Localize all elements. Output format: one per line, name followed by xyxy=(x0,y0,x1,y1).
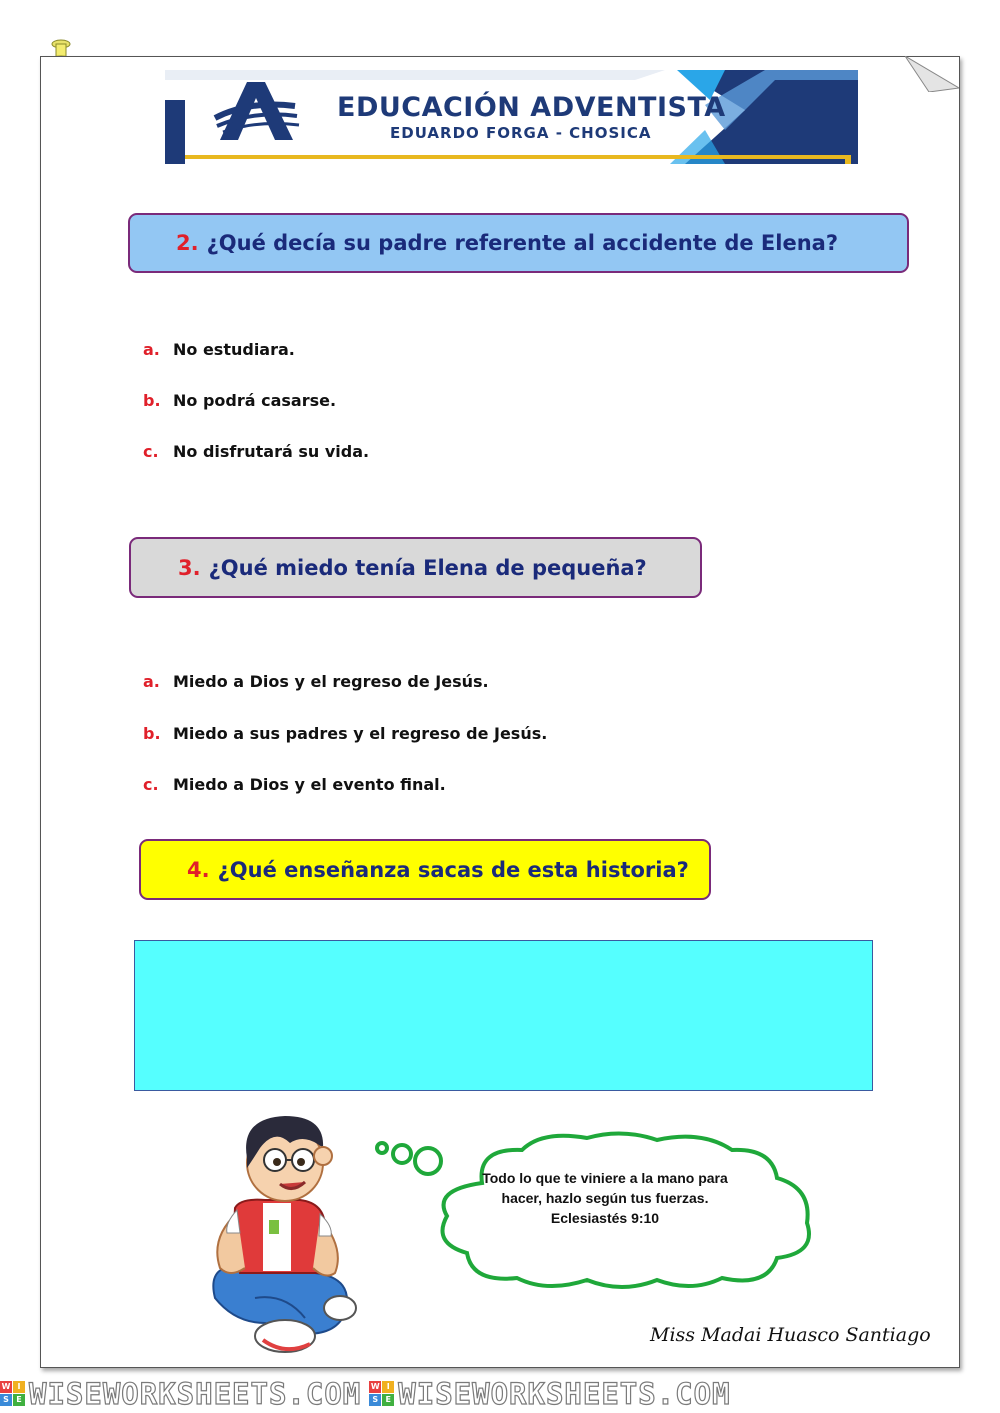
logo-letter: S xyxy=(369,1394,381,1406)
watermark-text: WISEWORKSHEETS.COM xyxy=(398,1376,731,1411)
logo-letter: W xyxy=(1,1382,11,1391)
logo-letter: E xyxy=(382,1394,394,1406)
option-letter: b. xyxy=(143,391,161,410)
boy-illustration xyxy=(195,1108,365,1360)
option-letter: c. xyxy=(143,775,159,794)
question-number: 3. xyxy=(178,555,201,580)
school-branch: EDUARDO FORGA - CHOSICA xyxy=(390,124,652,142)
logo-letter: I xyxy=(382,1381,394,1393)
option-text: No disfrutará su vida. xyxy=(173,442,370,461)
option-item[interactable] xyxy=(143,724,547,743)
footer-watermark xyxy=(0,1374,1000,1413)
option-item[interactable] xyxy=(143,775,446,794)
watermark-group xyxy=(0,1377,361,1411)
page-fold-corner xyxy=(905,56,959,92)
watermark-text: WISEWORKSHEETS.COM xyxy=(29,1376,362,1411)
question-3-box xyxy=(129,537,702,598)
logo-letter: W xyxy=(370,1382,380,1391)
question-text: ¿Qué enseñanza sacas de esta historia? xyxy=(217,857,689,882)
question-2-box xyxy=(128,213,909,273)
question-4-box xyxy=(139,839,711,900)
option-letter: b. xyxy=(143,724,161,743)
school-header-banner xyxy=(165,70,858,164)
logo-letter: I xyxy=(13,1381,25,1393)
option-text: Miedo a Dios y el evento final. xyxy=(173,775,446,794)
bible-quote xyxy=(470,1168,740,1228)
quote-reference: Eclesiastés 9:10 xyxy=(550,1210,660,1226)
question-text: ¿Qué decía su padre referente al accidente de Elena? xyxy=(206,231,838,255)
option-text: Miedo a Dios y el regreso de Jesús. xyxy=(173,672,489,691)
option-text: No podrá casarse. xyxy=(173,391,337,410)
option-item[interactable] xyxy=(143,442,369,461)
option-letter: a. xyxy=(143,340,160,359)
option-text: No estudiara. xyxy=(173,340,295,359)
question-text: ¿Qué miedo tenía Elena de pequeña? xyxy=(208,555,647,580)
author-signature: Miss Madai Huasco Santiago xyxy=(650,1324,931,1346)
adventist-logo-icon xyxy=(215,82,299,140)
logo-letter: E xyxy=(13,1394,25,1406)
option-text: Miedo a sus padres y el regreso de Jesús. xyxy=(173,724,548,743)
question-number: 4. xyxy=(187,857,210,882)
option-item[interactable] xyxy=(143,340,295,359)
question-number: 2. xyxy=(176,231,199,255)
wiseworksheets-logo-icon xyxy=(0,1381,25,1406)
school-name: EDUCACIÓN ADVENTISTA xyxy=(337,92,726,123)
answer-text-area[interactable] xyxy=(134,940,873,1091)
option-item[interactable] xyxy=(143,672,489,691)
quote-text: Todo lo que te viniere a la mano para hacer, hazlo según tus fuerzas. xyxy=(482,1170,728,1206)
option-letter: a. xyxy=(143,672,160,691)
watermark-group xyxy=(369,1377,730,1411)
option-item[interactable] xyxy=(143,391,336,410)
option-letter: c. xyxy=(143,442,159,461)
wiseworksheets-logo-icon xyxy=(369,1381,394,1406)
logo-letter: S xyxy=(0,1394,12,1406)
